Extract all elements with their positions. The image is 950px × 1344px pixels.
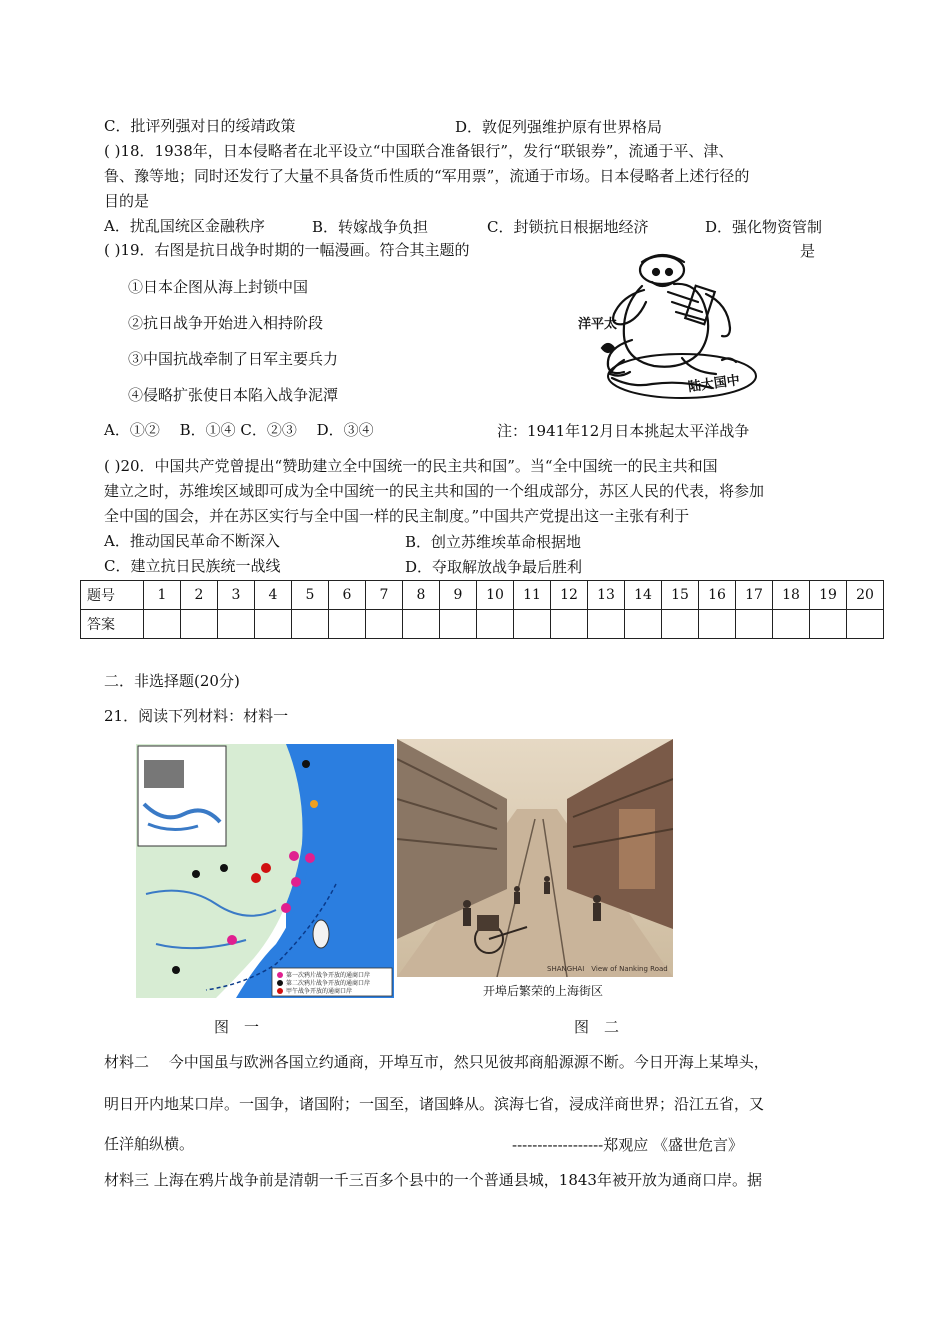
- answer-cell[interactable]: [773, 610, 810, 639]
- material2-source: ------------------郑观应 《盛世危言》: [512, 1136, 743, 1154]
- figure1-map: [136, 744, 394, 998]
- cartoon-label-right: 陆大国中: [687, 373, 741, 396]
- q17-option-c: C．批评列强对日的绥靖政策: [104, 117, 296, 135]
- question-number-cell: 6: [329, 581, 366, 610]
- question-number-cell: 15: [662, 581, 699, 610]
- q20-option-b: B．创立苏维埃革命根据地: [405, 533, 582, 551]
- material2-line3: 任洋舶纵横。: [104, 1135, 195, 1153]
- q18-option-c: C．封锁抗日根据地经济: [487, 218, 649, 236]
- answer-table: [80, 580, 884, 639]
- figure1-caption: 图 一: [214, 1018, 260, 1036]
- answer-table-number-row: [81, 581, 884, 610]
- answer-cell[interactable]: [440, 610, 477, 639]
- q20-stem-line1: ( )20．中国共产党曾提出“赞助建立全中国统一的民主共和国”。当“全中国统一的民主共和国: [104, 457, 718, 475]
- q19-item-2: ②抗日战争开始进入相持阶段: [128, 314, 324, 332]
- question-number-cell: 3: [218, 581, 255, 610]
- answer-cell[interactable]: [662, 610, 699, 639]
- q20-option-a: A．推动国民革命不断深入: [104, 532, 280, 550]
- q20-stem-line2: 建立之时，苏维埃区域即可成为全中国统一的民主共和国的一个组成部分，苏区人民的代表，将参加: [104, 482, 765, 500]
- question-number-cell: 12: [551, 581, 588, 610]
- question-number-cell: 4: [255, 581, 292, 610]
- question-number-cell: 9: [440, 581, 477, 610]
- q19-item-3: ③中国抗战牵制了日军主要兵力: [128, 350, 339, 368]
- section2-title: 二．非选择题(20分): [104, 672, 240, 690]
- q18-option-b: B．转嫁战争负担: [312, 218, 429, 236]
- answer-cell[interactable]: [551, 610, 588, 639]
- question-number-cell: 5: [292, 581, 329, 610]
- answer-cell[interactable]: [699, 610, 736, 639]
- material2-line2: 明日开内地某口岸。一国争，诸国附；一国至，诸国蜂从。滨海七省，浸成洋商世界；沿江五省，又: [104, 1095, 765, 1113]
- question-number-cell: 10: [477, 581, 514, 610]
- map-legend-1: 第一次鸦片战争开放的通商口岸: [286, 972, 371, 979]
- question-number-cell: 20: [847, 581, 884, 610]
- question-number-cell: 7: [366, 581, 403, 610]
- answer-cell[interactable]: [625, 610, 662, 639]
- answer-table-answer-head: 答案: [81, 610, 144, 639]
- figure2-caption-cn: 开埠后繁荣的上海街区: [483, 984, 604, 998]
- question-number-cell: 1: [144, 581, 181, 610]
- q18-option-d: D．强化物资管制: [705, 218, 823, 236]
- q18-option-a: A．扰乱国统区金融秩序: [104, 217, 265, 235]
- q17-option-d: D．敦促列强维护原有世界格局: [455, 118, 663, 136]
- q19-stem: ( )19．右图是抗日战争时期的一幅漫画。符合其主题的: [104, 241, 470, 259]
- photo-caption-en: SHANGHAI View of Nanking Road: [547, 965, 668, 973]
- question-number-cell: 8: [403, 581, 440, 610]
- q20-option-d: D．夺取解放战争最后胜利: [405, 558, 583, 576]
- question-number-cell: 17: [736, 581, 773, 610]
- q19-stem-end: 是: [800, 242, 816, 260]
- answer-cell[interactable]: [366, 610, 403, 639]
- answer-cell[interactable]: [181, 610, 218, 639]
- figure2-caption: 图 二: [574, 1018, 620, 1036]
- question-number-cell: 11: [514, 581, 551, 610]
- question-number-cell: 16: [699, 581, 736, 610]
- answer-cell[interactable]: [477, 610, 514, 639]
- q21-intro: 21．阅读下列材料：材料一: [104, 707, 289, 725]
- figure2-photo: [397, 739, 673, 977]
- material3-line1: 材料三 上海在鸦片战争前是清朝一千三百多个县中的一个普通县城，1843年被开放为通商口岸。据: [104, 1171, 762, 1189]
- answer-cell[interactable]: [514, 610, 551, 639]
- map-legend-3: 甲午战争开放的通商口岸: [286, 988, 353, 995]
- answer-cell[interactable]: [218, 610, 255, 639]
- q20-option-c: C．建立抗日民族统一战线: [104, 557, 281, 575]
- q18-stem-line1: ( )18．1938年，日本侵略者在北平设立“中国联合准备银行”，发行“联银券”，流通于平、津、: [104, 142, 734, 160]
- q19-item-4: ④侵略扩张使日本陷入战争泥潭: [128, 386, 339, 404]
- answer-cell[interactable]: [847, 610, 884, 639]
- answer-table-number-head: 题号: [81, 581, 144, 610]
- question-number-cell: 2: [181, 581, 218, 610]
- q19-note: 注：1941年12月日本挑起太平洋战争: [497, 422, 750, 440]
- question-number-cell: 13: [588, 581, 625, 610]
- q19-item-1: ①日本企图从海上封锁中国: [128, 278, 309, 296]
- q18-stem-line2: 鲁、豫等地；同时还发行了大量不具备货币性质的“军用票”，流通于市场。日本侵略者上述行径的: [104, 167, 750, 185]
- material2-line1: 材料二 今中国虽与欧洲各国立约通商，开埠互市，然只见彼邦商船源源不断。今日开海上某埠头，: [104, 1053, 769, 1071]
- question-number-cell: 14: [625, 581, 662, 610]
- question-number-cell: 18: [773, 581, 810, 610]
- answer-cell[interactable]: [329, 610, 366, 639]
- answer-cell[interactable]: [144, 610, 181, 639]
- q18-stem-line3: 目的是: [104, 192, 150, 210]
- cartoon-label-left: 洋平太: [578, 317, 618, 332]
- answer-cell[interactable]: [255, 610, 292, 639]
- map-legend-2: 第二次鸦片战争开放的通商口岸: [286, 980, 371, 987]
- q19-options: A．①② B．①④ C．②③ D．③④: [104, 421, 374, 439]
- answer-table-answer-row: [81, 610, 884, 639]
- answer-cell[interactable]: [588, 610, 625, 639]
- question-number-cell: 19: [810, 581, 847, 610]
- answer-cell[interactable]: [736, 610, 773, 639]
- answer-cell[interactable]: [292, 610, 329, 639]
- answer-cell[interactable]: [403, 610, 440, 639]
- answer-cell[interactable]: [810, 610, 847, 639]
- q20-stem-line3: 全中国的国会，并在苏区实行与全中国一样的民主制度。”中国共产党提出这一主张有利于: [104, 507, 690, 525]
- cartoon-image: [572, 248, 762, 406]
